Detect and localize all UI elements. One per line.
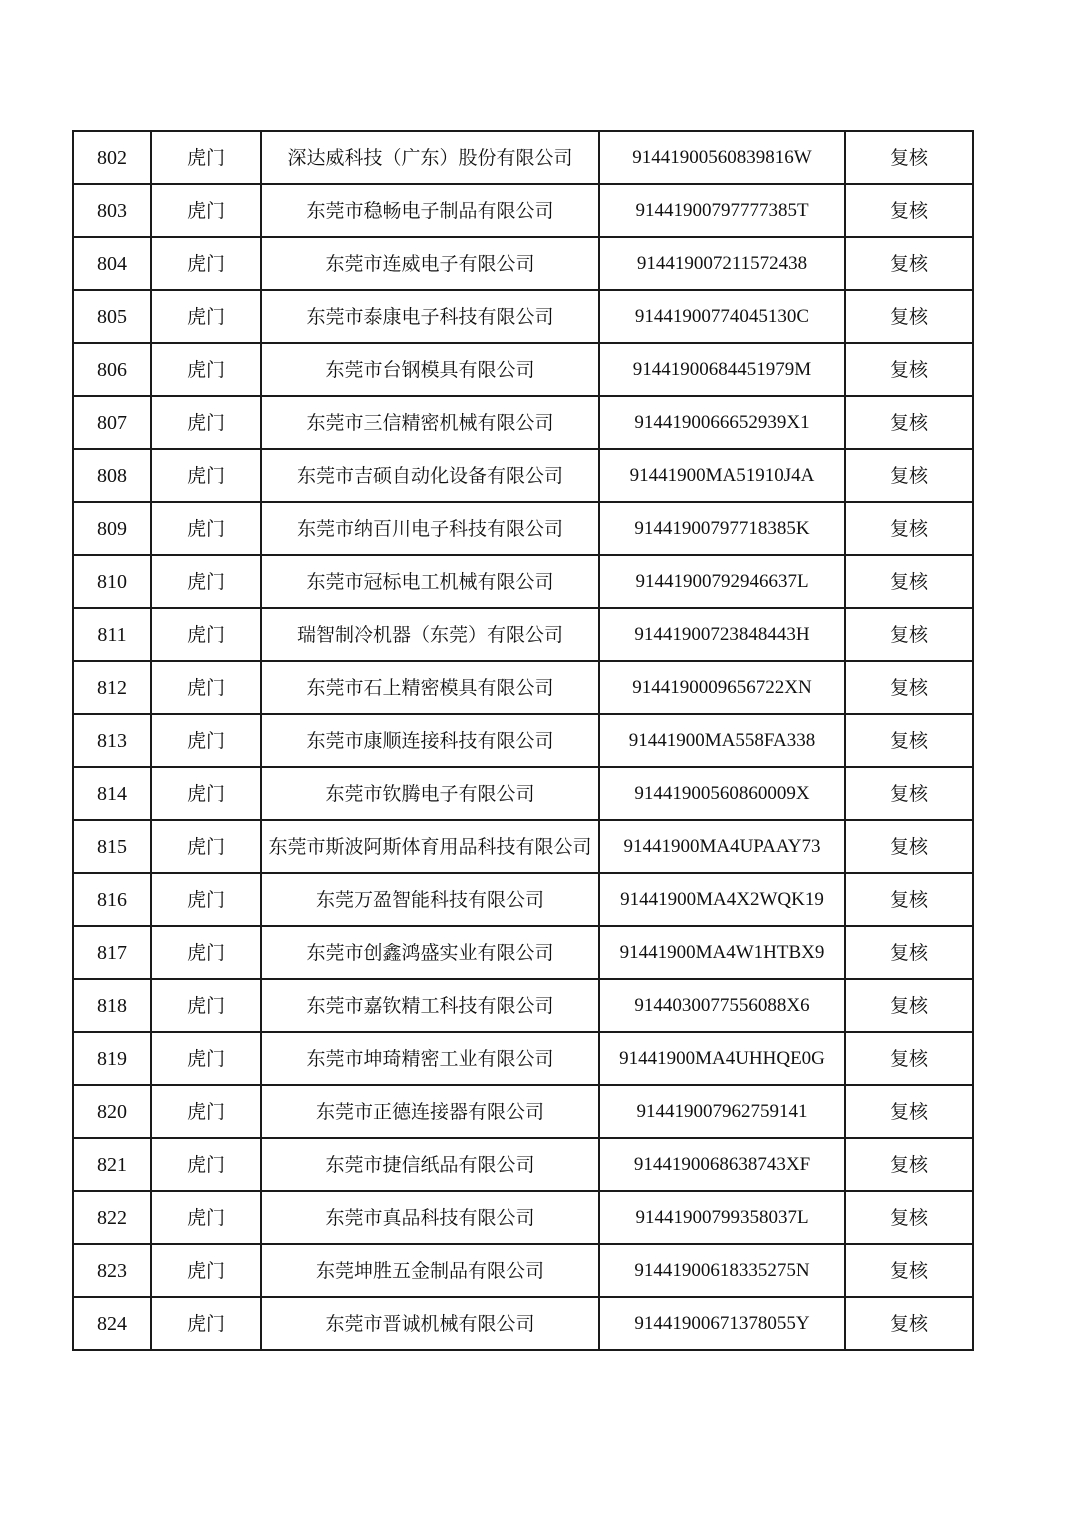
area-cell: 虎门 [151, 396, 261, 449]
table-row [73, 873, 973, 926]
area-cell: 虎门 [151, 873, 261, 926]
row-number-cell: 813 [73, 714, 151, 767]
row-number-cell: 809 [73, 502, 151, 555]
credit-code-cell: 9144190009656722XN [599, 661, 845, 714]
area-cell: 虎门 [151, 979, 261, 1032]
status-cell: 复核 [845, 290, 973, 343]
row-number-cell: 820 [73, 1085, 151, 1138]
row-number-cell: 804 [73, 237, 151, 290]
credit-code-cell: 91441900MA4UHHQE0G [599, 1032, 845, 1085]
credit-code-cell: 91441900797718385K [599, 502, 845, 555]
status-cell: 复核 [845, 555, 973, 608]
credit-code-cell: 91441900MA4X2WQK19 [599, 873, 845, 926]
company-name-cell: 东莞市斯波阿斯体育用品科技有限公司 [261, 820, 599, 873]
table-row [73, 926, 973, 979]
row-number-cell: 803 [73, 184, 151, 237]
status-cell: 复核 [845, 926, 973, 979]
table-row [73, 343, 973, 396]
area-cell: 虎门 [151, 502, 261, 555]
table-row [73, 714, 973, 767]
status-cell: 复核 [845, 608, 973, 661]
table-row [73, 290, 973, 343]
table-row [73, 502, 973, 555]
company-name-cell: 东莞市创鑫鸿盛实业有限公司 [261, 926, 599, 979]
credit-code-cell: 91441900MA51910J4A [599, 449, 845, 502]
credit-code-cell: 91441900792946637L [599, 555, 845, 608]
table-row [73, 1085, 973, 1138]
status-cell: 复核 [845, 714, 973, 767]
company-name-cell: 瑞智制冷机器（东莞）有限公司 [261, 608, 599, 661]
table-row [73, 449, 973, 502]
company-name-cell: 东莞市三信精密机械有限公司 [261, 396, 599, 449]
credit-code-cell: 9144190068638743XF [599, 1138, 845, 1191]
company-name-cell: 东莞市吉硕自动化设备有限公司 [261, 449, 599, 502]
status-cell: 复核 [845, 502, 973, 555]
table-row [73, 820, 973, 873]
table-body [73, 131, 973, 1350]
row-number-cell: 814 [73, 767, 151, 820]
table-row [73, 396, 973, 449]
status-cell: 复核 [845, 820, 973, 873]
company-name-cell: 东莞市稳畅电子制品有限公司 [261, 184, 599, 237]
area-cell: 虎门 [151, 131, 261, 184]
credit-code-cell: 914419007962759141 [599, 1085, 845, 1138]
area-cell: 虎门 [151, 1244, 261, 1297]
credit-code-cell: 9144030077556088X6 [599, 979, 845, 1032]
status-cell: 复核 [845, 1244, 973, 1297]
status-cell: 复核 [845, 396, 973, 449]
credit-code-cell: 91441900671378055Y [599, 1297, 845, 1350]
row-number-cell: 802 [73, 131, 151, 184]
row-number-cell: 807 [73, 396, 151, 449]
area-cell: 虎门 [151, 1297, 261, 1350]
status-cell: 复核 [845, 1191, 973, 1244]
area-cell: 虎门 [151, 661, 261, 714]
area-cell: 虎门 [151, 555, 261, 608]
area-cell: 虎门 [151, 926, 261, 979]
row-number-cell: 812 [73, 661, 151, 714]
credit-code-cell: 91441900560860009X [599, 767, 845, 820]
area-cell: 虎门 [151, 1085, 261, 1138]
status-cell: 复核 [845, 1085, 973, 1138]
status-cell: 复核 [845, 184, 973, 237]
status-cell: 复核 [845, 979, 973, 1032]
status-cell: 复核 [845, 1032, 973, 1085]
credit-code-cell: 91441900799358037L [599, 1191, 845, 1244]
company-name-cell: 东莞市台钢模具有限公司 [261, 343, 599, 396]
table-row [73, 1297, 973, 1350]
status-cell: 复核 [845, 343, 973, 396]
table-row [73, 184, 973, 237]
credit-code-cell: 91441900723848443H [599, 608, 845, 661]
status-cell: 复核 [845, 1297, 973, 1350]
row-number-cell: 819 [73, 1032, 151, 1085]
credit-code-cell: 91441900MA558FA338 [599, 714, 845, 767]
company-name-cell: 东莞市石上精密模具有限公司 [261, 661, 599, 714]
company-name-cell: 东莞市钦腾电子有限公司 [261, 767, 599, 820]
status-cell: 复核 [845, 237, 973, 290]
area-cell: 虎门 [151, 1138, 261, 1191]
table-row [73, 1191, 973, 1244]
area-cell: 虎门 [151, 608, 261, 661]
status-cell: 复核 [845, 767, 973, 820]
row-number-cell: 824 [73, 1297, 151, 1350]
area-cell: 虎门 [151, 1191, 261, 1244]
row-number-cell: 816 [73, 873, 151, 926]
table-row [73, 555, 973, 608]
company-name-cell: 东莞市连威电子有限公司 [261, 237, 599, 290]
company-name-cell: 东莞市嘉钦精工科技有限公司 [261, 979, 599, 1032]
area-cell: 虎门 [151, 820, 261, 873]
credit-code-cell: 91441900684451979M [599, 343, 845, 396]
company-name-cell: 东莞市泰康电子科技有限公司 [261, 290, 599, 343]
company-name-cell: 深达威科技（广东）股份有限公司 [261, 131, 599, 184]
row-number-cell: 808 [73, 449, 151, 502]
company-name-cell: 东莞市捷信纸品有限公司 [261, 1138, 599, 1191]
company-name-cell: 东莞市纳百川电子科技有限公司 [261, 502, 599, 555]
company-name-cell: 东莞市冠标电工机械有限公司 [261, 555, 599, 608]
area-cell: 虎门 [151, 343, 261, 396]
status-cell: 复核 [845, 1138, 973, 1191]
row-number-cell: 823 [73, 1244, 151, 1297]
area-cell: 虎门 [151, 237, 261, 290]
company-name-cell: 东莞坤胜五金制品有限公司 [261, 1244, 599, 1297]
company-name-cell: 东莞市真品科技有限公司 [261, 1191, 599, 1244]
table-row [73, 1244, 973, 1297]
company-name-cell: 东莞市晋诚机械有限公司 [261, 1297, 599, 1350]
area-cell: 虎门 [151, 714, 261, 767]
table-row [73, 767, 973, 820]
area-cell: 虎门 [151, 767, 261, 820]
row-number-cell: 805 [73, 290, 151, 343]
area-cell: 虎门 [151, 184, 261, 237]
credit-code-cell: 91441900774045130C [599, 290, 845, 343]
area-cell: 虎门 [151, 1032, 261, 1085]
area-cell: 虎门 [151, 449, 261, 502]
table-row [73, 661, 973, 714]
row-number-cell: 815 [73, 820, 151, 873]
company-table [72, 130, 974, 1351]
row-number-cell: 821 [73, 1138, 151, 1191]
table-row [73, 979, 973, 1032]
table-row [73, 608, 973, 661]
status-cell: 复核 [845, 131, 973, 184]
table-row [73, 237, 973, 290]
row-number-cell: 810 [73, 555, 151, 608]
status-cell: 复核 [845, 661, 973, 714]
credit-code-cell: 914419007211572438 [599, 237, 845, 290]
area-cell: 虎门 [151, 290, 261, 343]
company-name-cell: 东莞万盈智能科技有限公司 [261, 873, 599, 926]
row-number-cell: 817 [73, 926, 151, 979]
table-row [73, 1138, 973, 1191]
row-number-cell: 822 [73, 1191, 151, 1244]
company-name-cell: 东莞市坤琦精密工业有限公司 [261, 1032, 599, 1085]
credit-code-cell: 9144190066652939X1 [599, 396, 845, 449]
table-row [73, 131, 973, 184]
status-cell: 复核 [845, 873, 973, 926]
credit-code-cell: 91441900560839816W [599, 131, 845, 184]
credit-code-cell: 91441900618335275N [599, 1244, 845, 1297]
table-row [73, 1032, 973, 1085]
status-cell: 复核 [845, 449, 973, 502]
company-name-cell: 东莞市康顺连接科技有限公司 [261, 714, 599, 767]
row-number-cell: 818 [73, 979, 151, 1032]
company-name-cell: 东莞市正德连接器有限公司 [261, 1085, 599, 1138]
row-number-cell: 811 [73, 608, 151, 661]
credit-code-cell: 91441900797777385T [599, 184, 845, 237]
credit-code-cell: 91441900MA4W1HTBX9 [599, 926, 845, 979]
row-number-cell: 806 [73, 343, 151, 396]
credit-code-cell: 91441900MA4UPAAY73 [599, 820, 845, 873]
